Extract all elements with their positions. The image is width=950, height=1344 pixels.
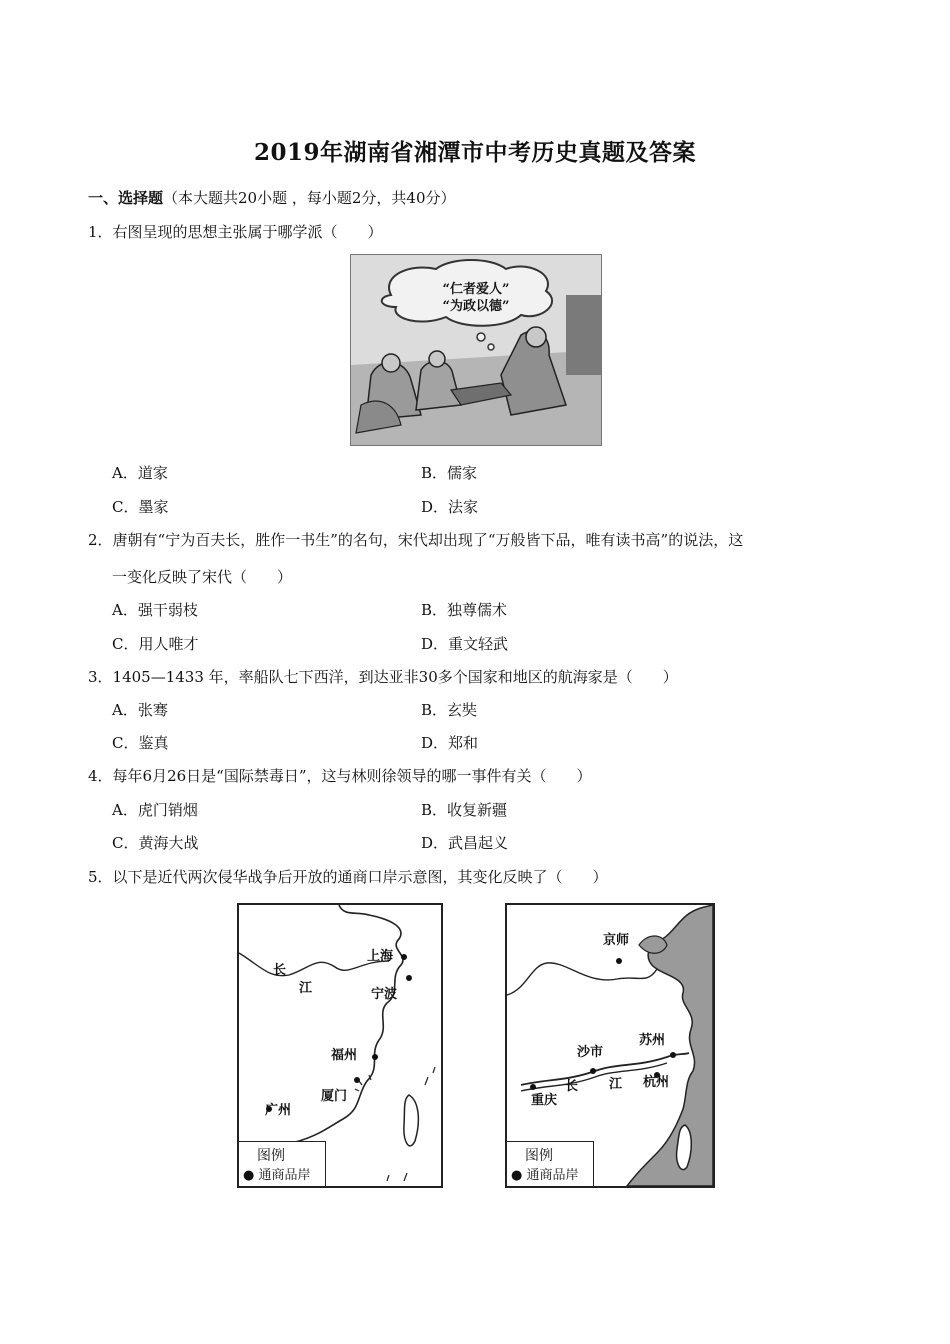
- map2-label-suzhou: 苏州: [639, 1033, 666, 1048]
- question-text: 以下是近代两次侵华战争后开放的通商口岸示意图，其变化反映了（ ）: [112, 868, 608, 886]
- q3-option-a[interactable]: A．张骞: [112, 701, 168, 719]
- q4-option-d[interactable]: D．武昌起义: [421, 834, 509, 852]
- question-number: 2．: [88, 531, 113, 549]
- map2-label-jiang: 江: [609, 1077, 623, 1092]
- caption-line-1: “仁者爱人”: [442, 282, 510, 297]
- question-number: 4．: [88, 767, 113, 785]
- q1-option-d[interactable]: D．法家: [421, 498, 479, 516]
- caption-line-2: “为政以德”: [442, 299, 510, 314]
- map1-label-shanghai: 上海: [367, 949, 394, 964]
- map2-legend: [507, 1141, 594, 1186]
- section-note: （本大题共20小题 ，每小题2分，共40分）: [163, 189, 456, 207]
- question-text: 1405—1433 年，率船队七下西洋，到达亚非30多个国家和地区的航海家是（ ）: [112, 668, 678, 686]
- question-number: 1．: [88, 223, 113, 241]
- q4-option-c[interactable]: C．黄海大战: [112, 834, 199, 852]
- q4-option-a[interactable]: A．虎门销烟: [112, 801, 198, 819]
- q2-option-d[interactable]: D．重文轻武: [421, 635, 509, 653]
- map1-label-jiang: 江: [299, 981, 313, 996]
- question-2: [88, 530, 743, 550]
- treaty-ports-map-1: [237, 903, 443, 1188]
- section-heading: [88, 188, 456, 208]
- section-label: 一、选择题: [88, 189, 164, 207]
- q3-option-c[interactable]: C．鉴真: [112, 734, 169, 752]
- map1-legend: [239, 1141, 326, 1186]
- question-2-continuation: 一变化反映了宋代（ ）: [112, 568, 293, 586]
- q2-option-c[interactable]: C．用人唯才: [112, 635, 199, 653]
- q1-option-a[interactable]: A．道家: [112, 464, 168, 482]
- question-number: 3．: [88, 668, 113, 686]
- map2-label-jingshi: 京师: [603, 933, 630, 948]
- q1-option-b[interactable]: B．儒家: [421, 464, 478, 482]
- confucius-illustration: [350, 254, 602, 446]
- question-text: 每年6月26日是“国际禁毒日”，这与林则徐领导的哪一事件有关（ ）: [112, 767, 592, 785]
- map1-label-ningbo: 宁波: [371, 987, 398, 1002]
- map2-label-shashi: 沙市: [577, 1045, 604, 1060]
- question-text: 唐朝有“宁为百夫长，胜作一书生”的名句，宋代却出现了“万般皆下品，唯有读书高”的说法，这: [112, 531, 744, 549]
- map1-label-xiamen: 厦门: [321, 1089, 348, 1104]
- question-5: [88, 867, 608, 887]
- map2-label-chongqing: 重庆: [531, 1093, 558, 1108]
- page-title: 2019年湖南省湘潭市中考历史真题及答案: [253, 139, 696, 166]
- question-1: [88, 222, 383, 242]
- question-text: 右图呈现的思想主张属于哪学派（ ）: [112, 223, 383, 241]
- legend-item: ● 通商品岸: [243, 1168, 311, 1183]
- legend-title: 图例: [525, 1148, 553, 1164]
- map2-label-hangzhou: 杭州: [643, 1075, 670, 1090]
- map1-label-fuzhou: 福州: [331, 1048, 358, 1063]
- q2-option-a[interactable]: A．强干弱枝: [112, 601, 198, 619]
- legend-item: ● 通商品岸: [511, 1168, 579, 1183]
- legend-title: 图例: [257, 1148, 285, 1164]
- q4-option-b[interactable]: B．收复新疆: [421, 801, 508, 819]
- q3-option-d[interactable]: D．郑和: [421, 734, 479, 752]
- question-4: [88, 766, 592, 786]
- q3-option-b[interactable]: B．玄奘: [421, 701, 478, 719]
- treaty-ports-map-2: [505, 903, 715, 1188]
- map2-label-chang: 长: [565, 1079, 579, 1094]
- map1-label-chang: 长: [273, 963, 287, 978]
- question-3: [88, 667, 678, 687]
- illustration-caption: [351, 281, 601, 315]
- question-number: 5．: [88, 868, 113, 886]
- q2-option-b[interactable]: B．独尊儒术: [421, 601, 508, 619]
- map1-label-guangzhou: 广州: [265, 1103, 292, 1118]
- q1-option-c[interactable]: C．墨家: [112, 498, 169, 516]
